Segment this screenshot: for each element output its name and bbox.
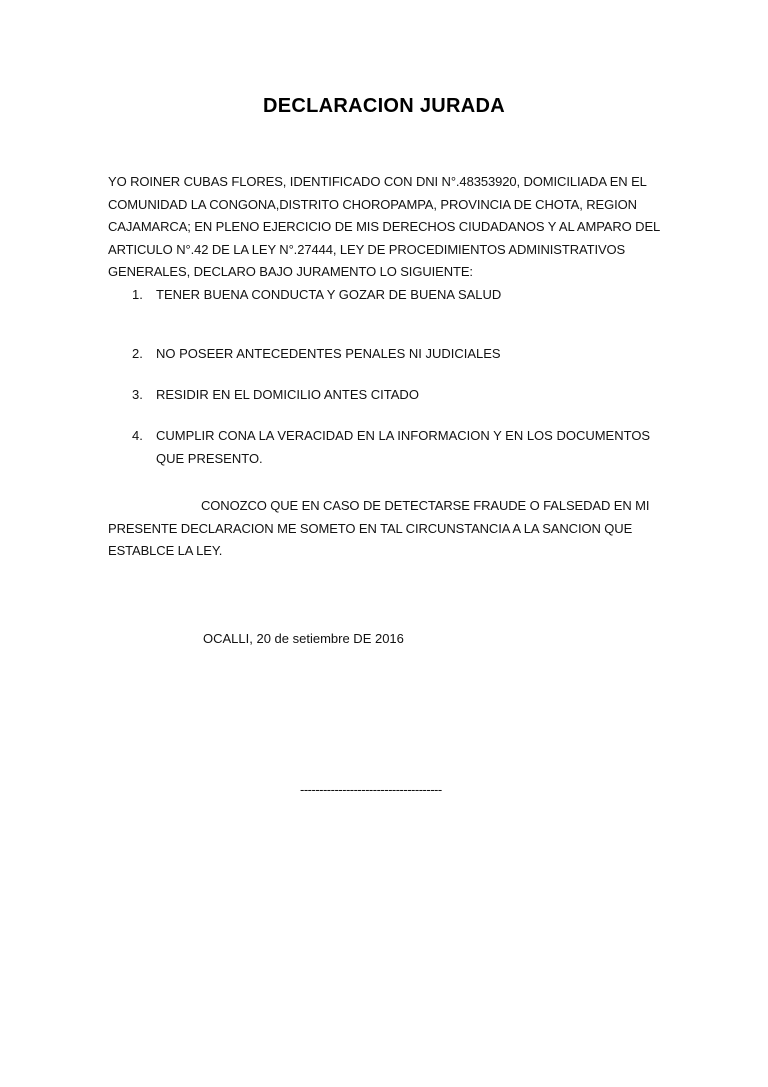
list-item-number: 3. bbox=[132, 387, 143, 402]
closing-line: ESTABLCE LA LEY. bbox=[108, 543, 223, 559]
list-item-text bbox=[156, 284, 676, 307]
list-item-text bbox=[156, 425, 676, 470]
signature-line: ------------------------------------- bbox=[300, 782, 442, 797]
closing-line: PRESENTE DECLARACION ME SOMETO EN TAL CIRCUNSTANCIA A LA SANCION QUE bbox=[108, 520, 633, 536]
closing-paragraph bbox=[108, 495, 668, 563]
list-item-number: 2. bbox=[132, 346, 143, 361]
list-item-line: TENER BUENA CONDUCTA Y GOZAR DE BUENA SALUD bbox=[156, 287, 502, 302]
intro-line: GENERALES, DECLARO BAJO JURAMENTO LO SIGUIENTE: bbox=[108, 264, 473, 280]
list-item-text bbox=[156, 384, 676, 407]
intro-paragraph bbox=[108, 171, 668, 284]
closing-line: CONOZCO QUE EN CASO DE DETECTARSE FRAUDE O FALSEDAD EN MI bbox=[201, 498, 650, 513]
list-item-line: RESIDIR EN EL DOMICILIO ANTES CITADO bbox=[156, 387, 419, 402]
intro-line: YO ROINER CUBAS FLORES, IDENTIFICADO CON DNI N°.48353920, DOMICILIADA EN EL bbox=[108, 174, 647, 189]
place-date: OCALLI, 20 de setiembre DE 2016 bbox=[203, 631, 404, 646]
intro-line: CAJAMARCA; EN PLENO EJERCICIO DE MIS DERECHOS CIUDADANOS Y AL AMPARO DEL bbox=[108, 219, 661, 235]
intro-line: ARTICULO N°.42 DE LA LEY N°.27444, LEY DE PROCEDIMIENTOS ADMINISTRATIVOS bbox=[108, 241, 626, 257]
intro-line: COMUNIDAD LA CONGONA,DISTRITO CHOROPAMPA, PROVINCIA DE CHOTA, REGION bbox=[108, 196, 637, 212]
list-item-text bbox=[156, 343, 676, 366]
list-item-line: NO POSEER ANTECEDENTES PENALES NI JUDICIALES bbox=[156, 346, 501, 361]
list-item-line: CUMPLIR CONA LA VERACIDAD EN LA INFORMACION Y EN LOS DOCUMENTOS bbox=[156, 428, 651, 443]
document-title: DECLARACION JURADA bbox=[262, 95, 506, 117]
list-item-line: QUE PRESENTO. bbox=[156, 450, 263, 466]
list-item-number: 1. bbox=[132, 287, 143, 302]
list-item-number: 4. bbox=[132, 428, 143, 443]
